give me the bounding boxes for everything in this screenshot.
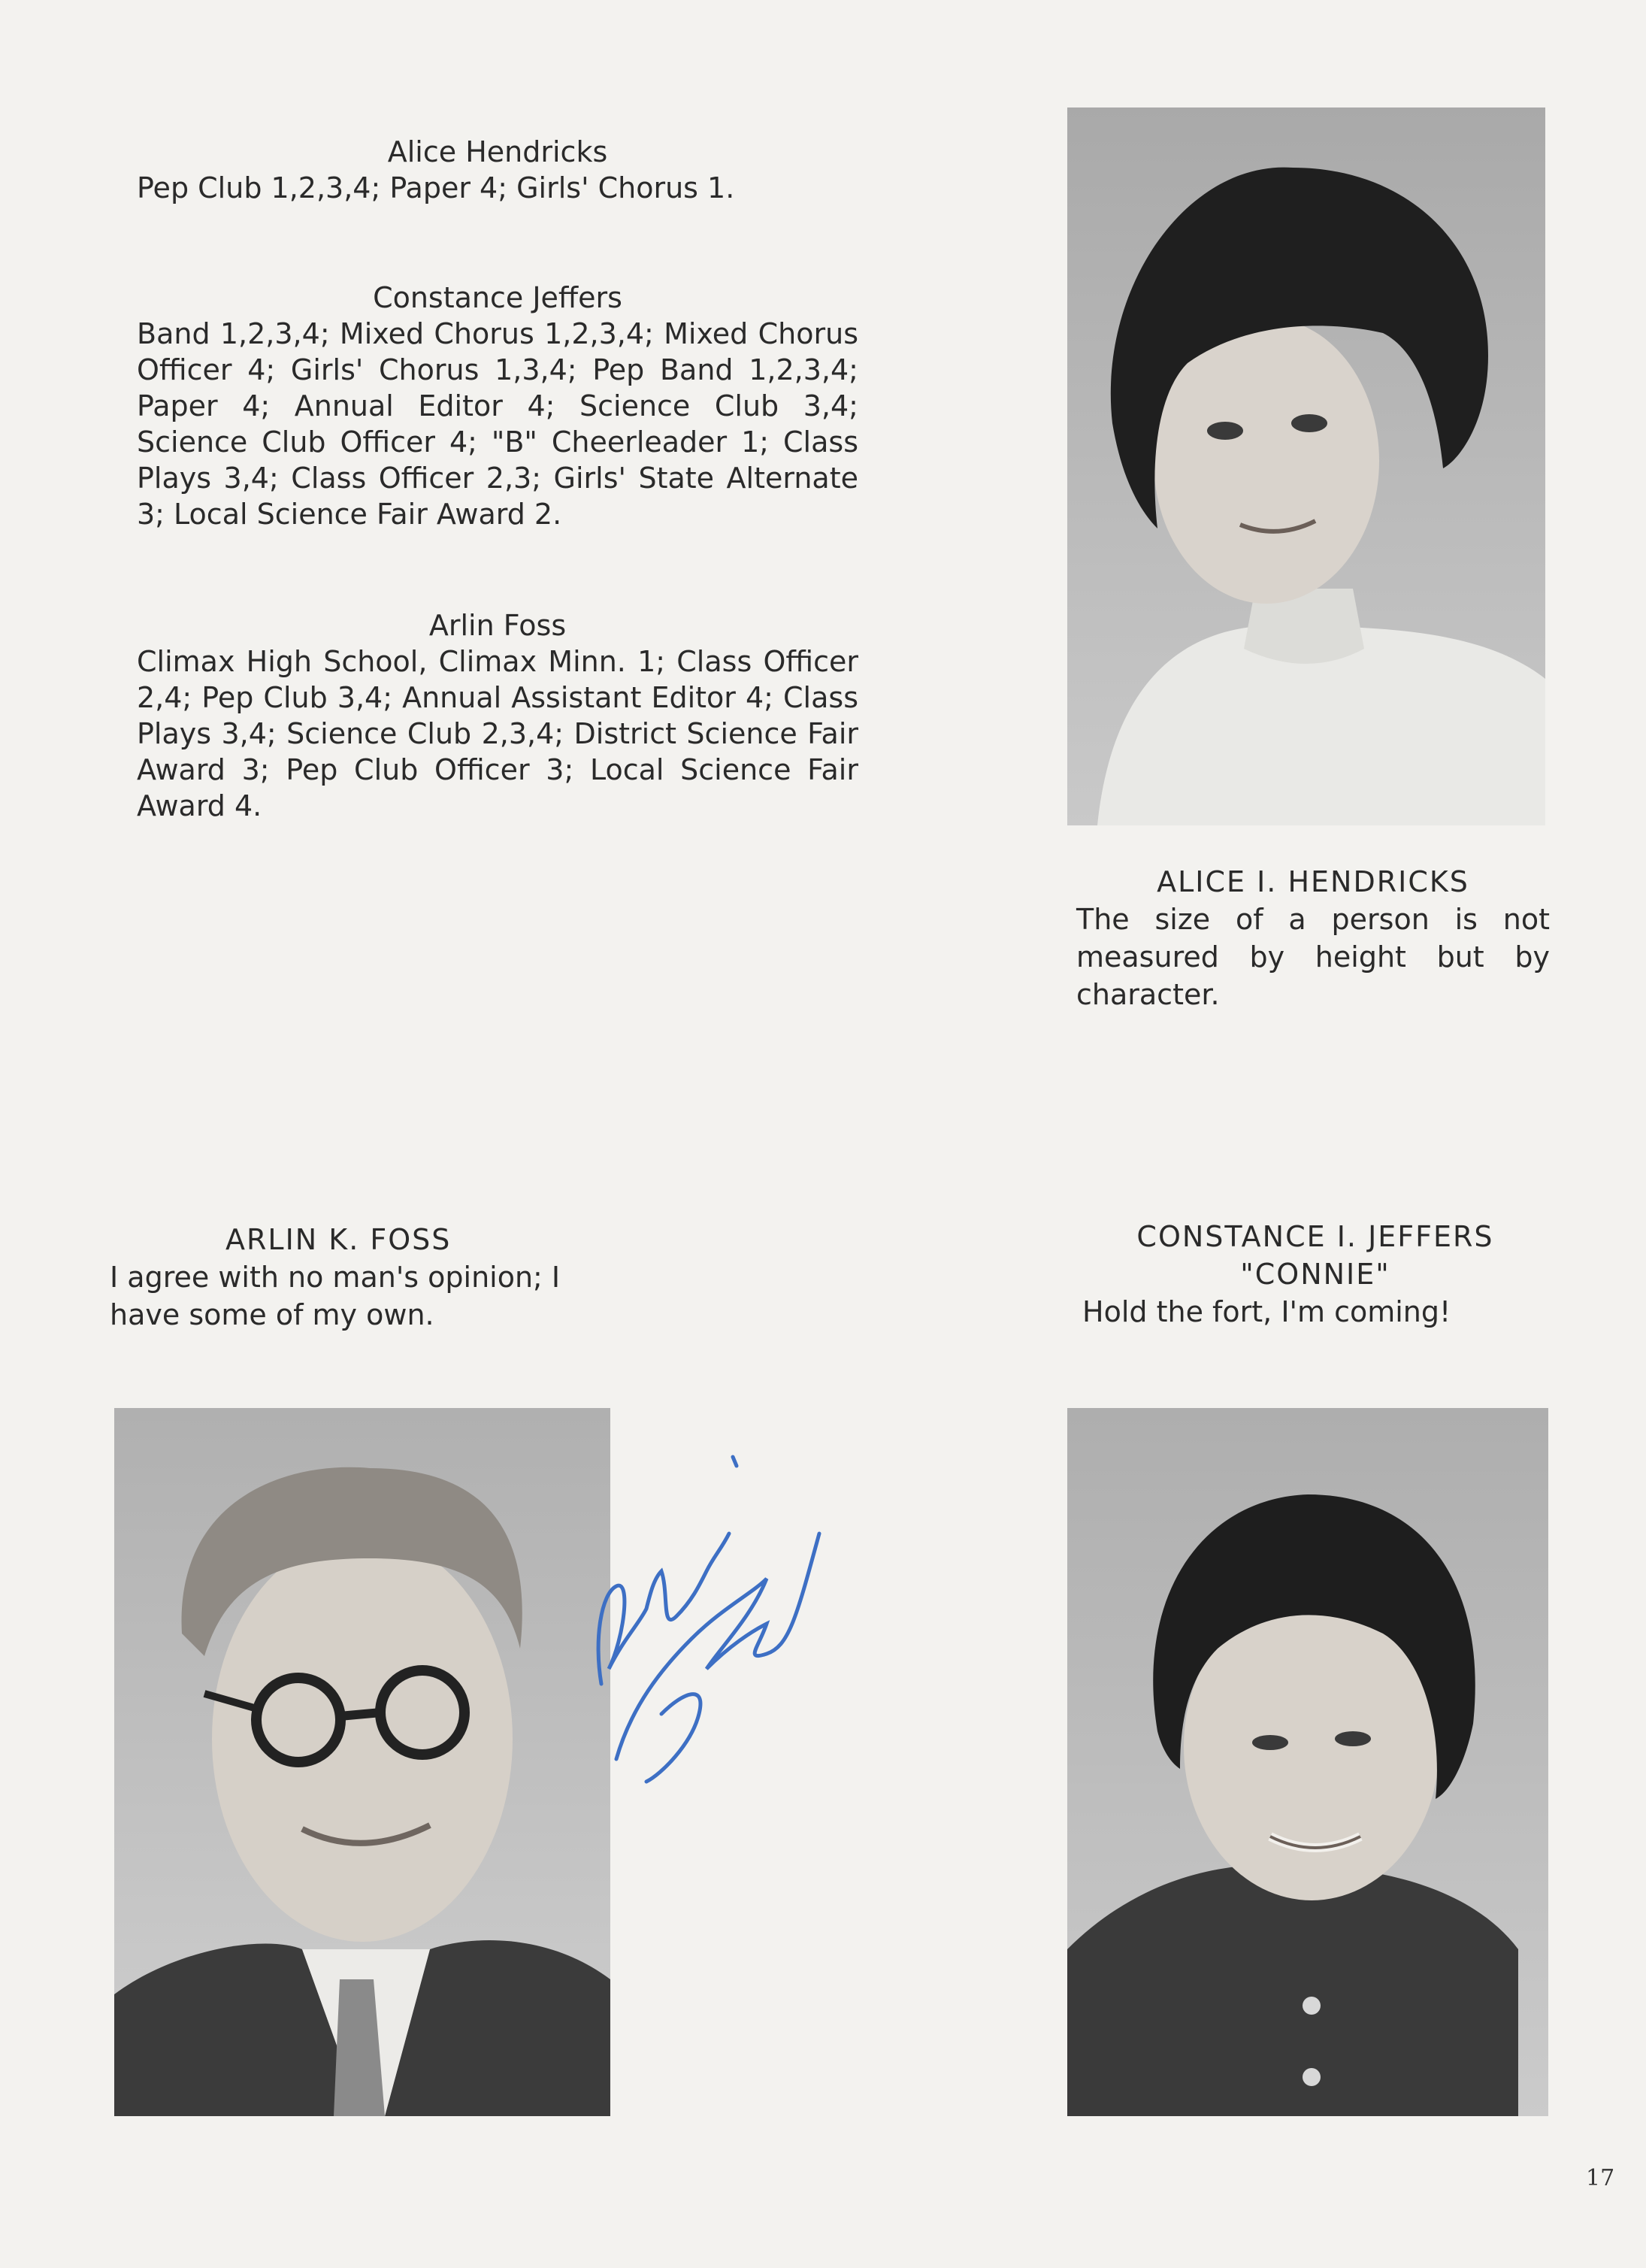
senior-name: ALICE I. HENDRICKS bbox=[1157, 865, 1469, 898]
senior-quote: Hold the fort, I'm coming! bbox=[1082, 1295, 1451, 1328]
caption-arlin bbox=[110, 1221, 591, 1334]
activity-name: Arlin Foss bbox=[428, 609, 567, 642]
portrait-arlin-image bbox=[114, 1408, 610, 2116]
senior-nickname: "CONNIE" bbox=[1240, 1258, 1390, 1291]
senior-name: CONSTANCE I. JEFFERS bbox=[1136, 1220, 1494, 1253]
activity-list: Band 1,2,3,4; Mixed Chorus 1,2,3,4; Mixed Chorus Officer 4; Girls' Chorus 1,3,4; Pep Band 1,2,3,4; Paper 4; Annual Editor 4; Science Club 3,4; Science Club Officer 4; "B" Cheerleader 1; Class Plays 3,4; Class Officer 2,3; Girls' State Alternate 3; Local Science Fair Award 2. bbox=[137, 317, 858, 531]
senior-name: ARLIN K. FOSS bbox=[225, 1223, 452, 1256]
activity-name: Alice Hendricks bbox=[387, 135, 608, 168]
activity-list: Climax High School, Climax Minn. 1; Class Officer 2,4; Pep Club 3,4; Annual Assistant Editor 4; Class Plays 3,4; Science Club 2,3,4; District Science Fair Award 3; Pep Club Officer 3; Local Science Fair Award 4. bbox=[137, 645, 858, 822]
portrait-constance-image bbox=[1067, 1408, 1548, 2116]
portrait-constance bbox=[1067, 1408, 1548, 2116]
activity-block-alice bbox=[137, 134, 858, 206]
activity-name: Constance Jeffers bbox=[373, 281, 622, 314]
senior-quote: I agree with no man's opinion; I have some of my own. bbox=[110, 1261, 561, 1331]
portrait-alice bbox=[1067, 107, 1545, 825]
senior-quote: The size of a person is not measured by height but by character. bbox=[1076, 903, 1550, 1011]
page-number: 17 bbox=[1586, 2165, 1615, 2191]
caption-alice bbox=[1076, 863, 1550, 1013]
caption-constance bbox=[1082, 1218, 1548, 1331]
portrait-alice-image bbox=[1067, 107, 1545, 825]
signature-arlin-foss bbox=[571, 1443, 842, 1789]
activity-list: Pep Club 1,2,3,4; Paper 4; Girls' Chorus 1. bbox=[137, 171, 735, 204]
portrait-arlin bbox=[114, 1408, 610, 2116]
activity-block-constance bbox=[137, 280, 858, 532]
activity-block-arlin bbox=[137, 607, 858, 824]
